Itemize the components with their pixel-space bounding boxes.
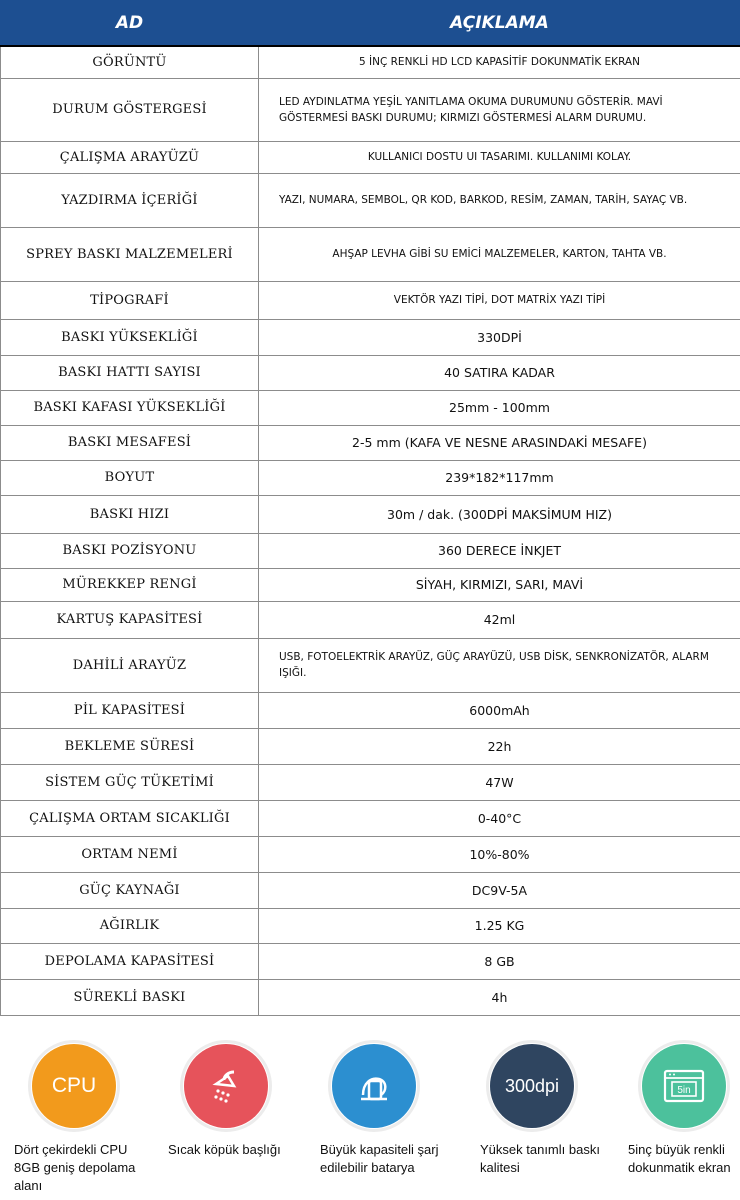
row-value: AHŞAP LEVHA GİBİ SU EMİCİ MALZEMELER, KARTON, TAHTA VB. (259, 227, 740, 281)
table-row (1, 692, 740, 728)
table-row (1, 227, 740, 281)
table-row (1, 319, 740, 355)
row-value: 5 İNÇ RENKLİ HD LCD KAPASİTİF DOKUNMATİK EKRAN (259, 46, 740, 78)
table-row (1, 460, 740, 495)
table-row (1, 638, 740, 692)
feature-cpu (2, 1040, 150, 1200)
row-label: BASKI KAFASI YÜKSEKLİĞİ (1, 390, 259, 425)
feature-caption: Dört çekirdekli CPU 8GB geniş depolama alanı (14, 1142, 136, 1193)
table-row (1, 943, 740, 979)
row-label: BOYUT (1, 460, 259, 495)
row-value: 8 GB (259, 943, 740, 979)
row-value: VEKTÖR YAZI TİPİ, DOT MATRİX YAZI TİPİ (259, 281, 740, 319)
row-label: BASKI YÜKSEKLİĞİ (1, 319, 259, 355)
row-label: KARTUŞ KAPASİTESİ (1, 601, 259, 638)
row-value: 239*182*117mm (259, 460, 740, 495)
row-value: 0-40°C (259, 800, 740, 836)
table-row (1, 495, 740, 533)
row-value: 25mm - 100mm (259, 390, 740, 425)
table-row (1, 281, 740, 319)
table-row (1, 78, 740, 141)
battery-icon (332, 1044, 416, 1128)
row-label: MÜREKKEP RENGİ (1, 568, 259, 601)
row-label: TİPOGRAFİ (1, 281, 259, 319)
row-label: BASKI HIZI (1, 495, 259, 533)
table-row (1, 979, 740, 1015)
row-value: 47W (259, 764, 740, 800)
dpi-icon-label: 300dpi (504, 1075, 560, 1096)
row-value: SİYAH, KIRMIZI, SARI, MAVİ (259, 568, 740, 601)
row-label: PİL KAPASİTESİ (1, 692, 259, 728)
row-value: YAZI, NUMARA, SEMBOL, QR KOD, BARKOD, RESİM, ZAMAN, TARİH, SAYAÇ VB. (259, 173, 740, 227)
row-label: YAZDIRMA İÇERİĞİ (1, 173, 259, 227)
table-row (1, 141, 740, 173)
row-value: 6000mAh (259, 692, 740, 728)
feature-foam-head (150, 1040, 298, 1200)
feature-strip (0, 1040, 740, 1200)
row-value: 40 SATIRA KADAR (259, 355, 740, 390)
table-row (1, 425, 740, 460)
row-value: 330DPİ (259, 319, 740, 355)
column-header-ad: AD (1, 1, 259, 47)
table-row (1, 764, 740, 800)
feature-screen (594, 1040, 740, 1200)
cpu-icon-label: CPU (51, 1074, 97, 1097)
feature-caption: Yüksek tanımlı baskı kalitesi (480, 1142, 600, 1175)
row-value: KULLANICI DOSTU UI TASARIMI. KULLANIMI KOLAY. (259, 141, 740, 173)
shower-head-icon (184, 1044, 268, 1128)
row-label: ÇALIŞMA ORTAM SICAKLIĞI (1, 800, 259, 836)
row-value: DC9V-5A (259, 872, 740, 908)
row-value: 2-5 mm (KAFA VE NESNE ARASINDAKİ MESAFE) (259, 425, 740, 460)
table-row (1, 173, 740, 227)
row-label: DURUM GÖSTERGESİ (1, 78, 259, 141)
table-row (1, 355, 740, 390)
table-row (1, 836, 740, 872)
row-label: BASKI POZİSYONU (1, 533, 259, 568)
row-value: 22h (259, 728, 740, 764)
table-row (1, 568, 740, 601)
row-label: BEKLEME SÜRESİ (1, 728, 259, 764)
feature-caption: Sıcak köpük başlığı (168, 1142, 281, 1157)
row-label: DAHİLİ ARAYÜZ (1, 638, 259, 692)
row-label: DEPOLAMA KAPASİTESİ (1, 943, 259, 979)
row-value: 42ml (259, 601, 740, 638)
row-value: 10%-80% (259, 836, 740, 872)
feature-battery (300, 1040, 448, 1200)
table-row (1, 601, 740, 638)
row-label: GÜÇ KAYNAĞI (1, 872, 259, 908)
row-value: USB, FOTOELEKTRİK ARAYÜZ, GÜÇ ARAYÜZÜ, USB DİSK, SENKRONİZATÖR, ALARM IŞIĞI. (259, 638, 740, 692)
table-row (1, 728, 740, 764)
row-label: SPREY BASKI MALZEMELERİ (1, 227, 259, 281)
row-label: ORTAM NEMİ (1, 836, 259, 872)
row-label: AĞIRLIK (1, 908, 259, 943)
row-value: 4h (259, 979, 740, 1015)
dpi-icon (490, 1044, 574, 1128)
row-value: 30m / dak. (300DPİ MAKSİMUM HIZ) (259, 495, 740, 533)
row-label: BASKI HATTI SAYISI (1, 355, 259, 390)
cpu-icon (32, 1044, 116, 1128)
table-row (1, 46, 740, 78)
row-label: GÖRÜNTÜ (1, 46, 259, 78)
table-row (1, 908, 740, 943)
feature-caption: Büyük kapasiteli şarj edilebilir batarya (320, 1142, 439, 1175)
row-label: BASKI MESAFESİ (1, 425, 259, 460)
table-row (1, 800, 740, 836)
table-header-row (1, 1, 740, 47)
row-label: SİSTEM GÜÇ TÜKETİMİ (1, 764, 259, 800)
row-value: LED AYDINLATMA YEŞİL YANITLAMA OKUMA DURUMUNU GÖSTERİR. MAVİ GÖSTERMESİ BASKI DURUMU; KIRMIZI GÖSTERMESİ ALARM DURUMU. (259, 78, 740, 141)
column-header-aciklama: AÇIKLAMA (259, 1, 740, 47)
feature-caption: 5inç büyük renkli dokunmatik ekran (628, 1142, 731, 1175)
table-row (1, 872, 740, 908)
row-label: SÜREKLİ BASKI (1, 979, 259, 1015)
table-row (1, 533, 740, 568)
row-value: 1.25 KG (259, 908, 740, 943)
row-label: ÇALIŞMA ARAYÜZÜ (1, 141, 259, 173)
table-row (1, 390, 740, 425)
screen-icon (642, 1044, 726, 1128)
feature-print-quality (448, 1040, 600, 1200)
screen-icon-label: 5in (677, 1085, 691, 1096)
row-value: 360 DERECE İNKJET (259, 533, 740, 568)
